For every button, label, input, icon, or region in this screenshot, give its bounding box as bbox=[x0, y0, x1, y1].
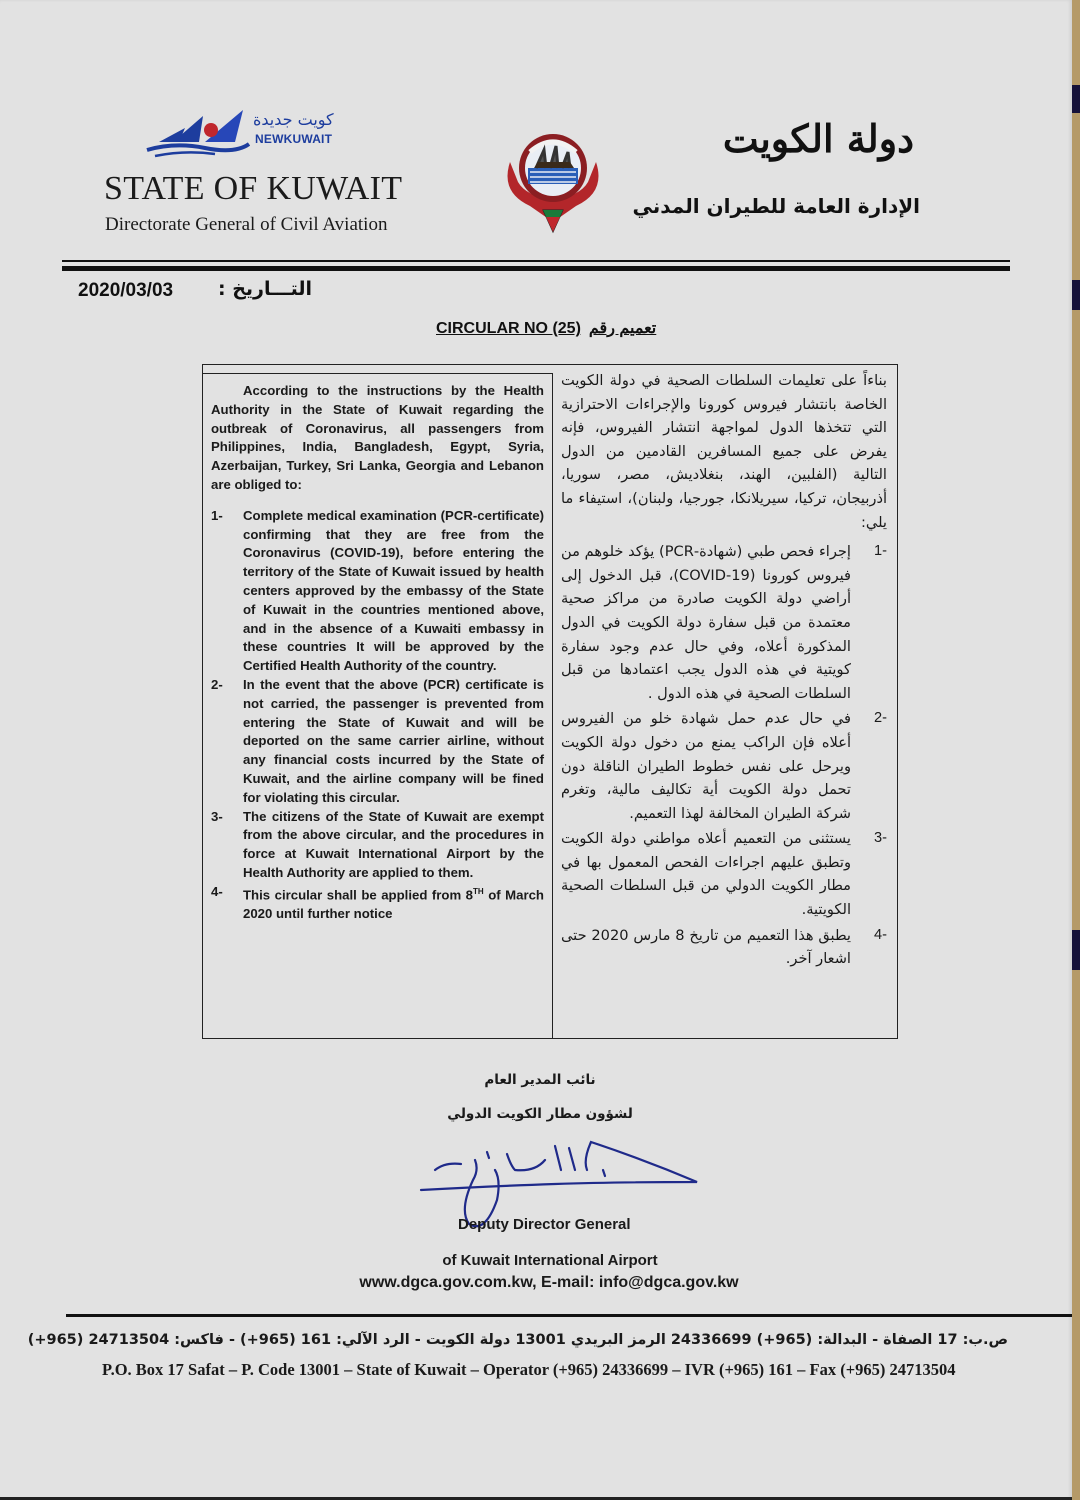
english-intro: According to the instructions by the Health Authority in the State of Kuwait regarding the outbreak of Coronavirus, all passengers from Philippines, India, Bangladesh, Egypt, Syria, Azerbaijan, Turkey, Sri Lanka, Georgia and Lebanon are obliged to: bbox=[211, 383, 544, 492]
item-text-part: This circular shall be applied from 8 bbox=[243, 887, 474, 903]
arabic-item bbox=[561, 924, 887, 971]
signatory-title-ar: نائب المدير العام bbox=[484, 1072, 596, 1088]
newkuwait-arabic: كويت جديدة bbox=[253, 110, 334, 129]
item-text: In the event that the above (PCR) certificate is not carried, the passenger is prevented from entering the State of Kuwait and will be deported on the same carrier airline, without any financial costs incurred by the State of Kuwait, and the airline company will be fined for violating this circular. bbox=[243, 676, 544, 805]
item-number: -3 bbox=[874, 830, 887, 847]
item-number: 3- bbox=[211, 808, 223, 824]
newkuwait-logo bbox=[145, 108, 355, 160]
arabic-item bbox=[561, 707, 887, 825]
handwritten-signature bbox=[415, 1130, 705, 1230]
item-text: يستثنى من التعميم أعلاه مواطني دولة الكويت وتطبق عليهم اجراءات الفحص المعمول بها في مطار الكويت الدولي من قبل السلطات الصحية الكويتية. bbox=[561, 830, 851, 919]
item-number: -2 bbox=[874, 710, 887, 727]
item-text bbox=[243, 883, 544, 924]
circular-number-ar: تعميم رقم bbox=[588, 320, 657, 337]
item-text-part: of March 2020 until further notice bbox=[243, 887, 544, 921]
item-number: 1- bbox=[211, 507, 223, 523]
arabic-intro: بناءاً على تعليمات السلطات الصحية في دولة الكويت الخاصة بانتشار فيروس كورونا والإجراءات الاحترازية التي تتخذها الدول لمواجهة انتشار الفيروس، فإنه يفرض على جميع المسافرين القادمين من الدول التالية (الفلبين، الهند، بنغلاديش، مصر، سوريا، أذربيجان، تركيا، سيريلانكا، جورجيا، ولبنان)، استيفاء ما يلي: bbox=[561, 372, 887, 531]
item-text: The citizens of the State of Kuwait are exempt from the above circular, and the procedures in force at Kuwait International Airport by the Health Authority are applied to them. bbox=[243, 808, 544, 880]
item-text: إجراء فحص طبي (شهادة-PCR) يؤكد خلوهم من فيروس كورونا (COVID-19)، قبل الدخول إلى أراضي دولة الكويت صادرة من مراكز صحية معتمدة من قبل سفارة دولة الكويت في الدول المذكورة أعلاه، وفي حال عدم وجود سفارة كويتية في هذه الدول يجب اعتمادها من قبل السلطات الصحية في هذه الدول . bbox=[561, 543, 851, 702]
state-title-en: STATE OF KUWAIT bbox=[104, 170, 403, 207]
kuwait-emblem-icon bbox=[500, 122, 606, 234]
newkuwait-english: NEWKUWAIT bbox=[255, 132, 333, 146]
item-number: -1 bbox=[874, 543, 887, 560]
circular-number-en: CIRCULAR NO (25) bbox=[436, 320, 581, 337]
state-title-ar: دولة الكويت bbox=[722, 116, 914, 161]
item-text: يطبق هذا التعميم من تاريخ 8 مارس 2020 حتى اشعار آخر. bbox=[561, 926, 851, 968]
ordinal-suffix: TH bbox=[473, 886, 484, 896]
circular-table bbox=[202, 364, 898, 1039]
arabic-column bbox=[553, 365, 897, 1038]
signatory-title-en: Deputy Director General bbox=[458, 1216, 631, 1233]
item-number: -4 bbox=[874, 926, 887, 943]
signatory-department-ar: لشؤون مطار الكويت الدولي bbox=[447, 1106, 633, 1122]
arabic-item bbox=[561, 827, 887, 921]
english-column bbox=[203, 373, 553, 1038]
item-text: في حال عدم حمل شهادة خلو من الفيروس أعلاه فإن الراكب يمنع من دخول دولة الكويت ويرحل على نفس خطوط الطيران الناقلة دون تحمل دولة الكويت أية تكاليف مالية، وتغرم شركة الطيران المخالفة لهذا التعميم. bbox=[561, 710, 851, 822]
circular-date: 2020/03/03 bbox=[78, 280, 174, 301]
date-label-ar: التـــاريخ : bbox=[218, 278, 312, 300]
footer-divider bbox=[66, 1314, 1076, 1317]
english-item bbox=[211, 676, 544, 808]
website-email: www.dgca.gov.com.kw, E-mail: info@dgca.gov.kw bbox=[359, 1274, 739, 1291]
circular-number bbox=[436, 318, 656, 338]
binder-tab bbox=[1072, 85, 1080, 113]
item-number: 4- bbox=[211, 883, 223, 899]
directorate-title-en: Directorate General of Civil Aviation bbox=[105, 214, 388, 235]
arabic-item bbox=[561, 540, 887, 705]
binder-tab bbox=[1072, 930, 1080, 970]
footer-address-ar: ص.ب: 17 الصفاة - البدالة: (965+) 24336699 الرمز البريدي 13001 دولة الكويت - الرد الآلي: 161 (965+) - فاكس: 24713504 (965+) bbox=[27, 1332, 1008, 1348]
sail-boat-icon bbox=[145, 108, 250, 160]
header-divider-thick bbox=[62, 266, 1010, 271]
binder-tab bbox=[1072, 280, 1080, 310]
footer-address-en: P.O. Box 17 Safat – P. Code 13001 – State of Kuwait – Operator (+965) 24336699 – IVR (+965) 161 – Fax (+965) 24713504 bbox=[102, 1360, 956, 1379]
signatory-department-en: of Kuwait International Airport bbox=[442, 1252, 658, 1269]
item-number: 2- bbox=[211, 676, 223, 692]
english-item bbox=[211, 883, 544, 924]
item-text: Complete medical examination (PCR-certificate) confirming that they are free from the Coronavirus (COVID-19), before entering the territory of the State of Kuwait issued by health centers approved by the embassy of the State of Kuwait in the countries mentioned above, and in the absence of a Kuwaiti embassy in these countries It will be approved by the Certified Health Authority of the country. bbox=[243, 507, 544, 674]
english-item bbox=[211, 507, 544, 676]
directorate-title-ar: الإدارة العامة للطيران المدني bbox=[632, 194, 920, 218]
background-surface bbox=[1072, 0, 1080, 1500]
english-item bbox=[211, 808, 544, 883]
header-divider-thin bbox=[62, 260, 1010, 262]
